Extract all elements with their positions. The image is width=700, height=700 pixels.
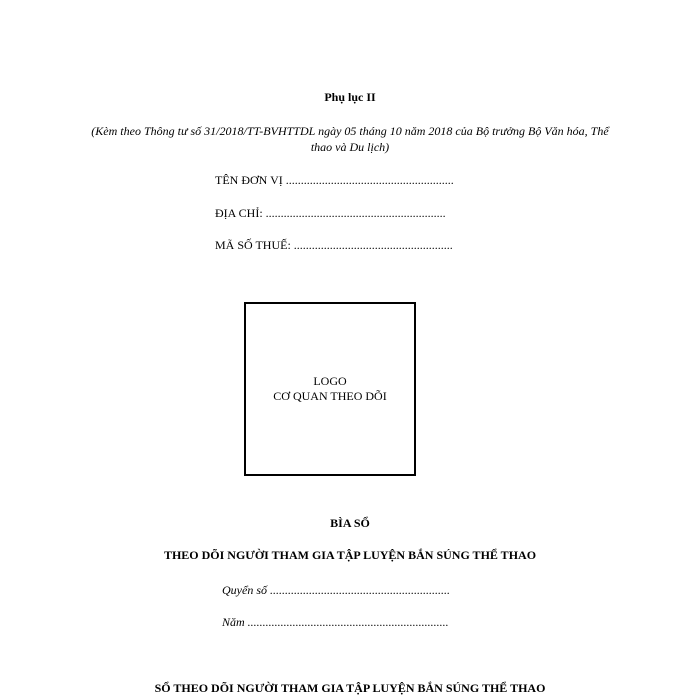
logo-label: LOGO: [313, 374, 347, 388]
logo-placeholder-box: [244, 302, 416, 476]
unit-name-field: TÊN ĐƠN VỊ ........................................................: [215, 173, 454, 187]
next-page-title: SỔ THEO DÕI NGƯỜI THAM GIA TẬP LUYỆN BẮN SÚNG THỂ THAO: [154, 681, 546, 695]
year-field: Năm ...................................................................: [222, 615, 449, 629]
cover-title: BÌA SỔ: [330, 516, 370, 530]
tax-code-field: MÃ SỐ THUẾ: .....................................................: [215, 238, 453, 252]
address-field: ĐỊA CHỈ: ............................................................: [215, 206, 446, 220]
appendix-title: Phụ lục II: [324, 90, 376, 104]
book-number-field: Quyển số ............................................................: [222, 583, 450, 597]
book-main-title: THEO DÕI NGƯỜI THAM GIA TẬP LUYỆN BẮN SÚNG THỂ THAO: [163, 548, 537, 562]
legal-reference-subtitle: (Kèm theo Thông tư số 31/2018/TT-BVHTTDL ngày 05 tháng 10 năm 2018 của Bộ trưởng Bộ Văn hóa, Thể thao và Du lịch): [91, 124, 609, 154]
logo-agency-label: CƠ QUAN THEO DÕI: [273, 389, 387, 403]
